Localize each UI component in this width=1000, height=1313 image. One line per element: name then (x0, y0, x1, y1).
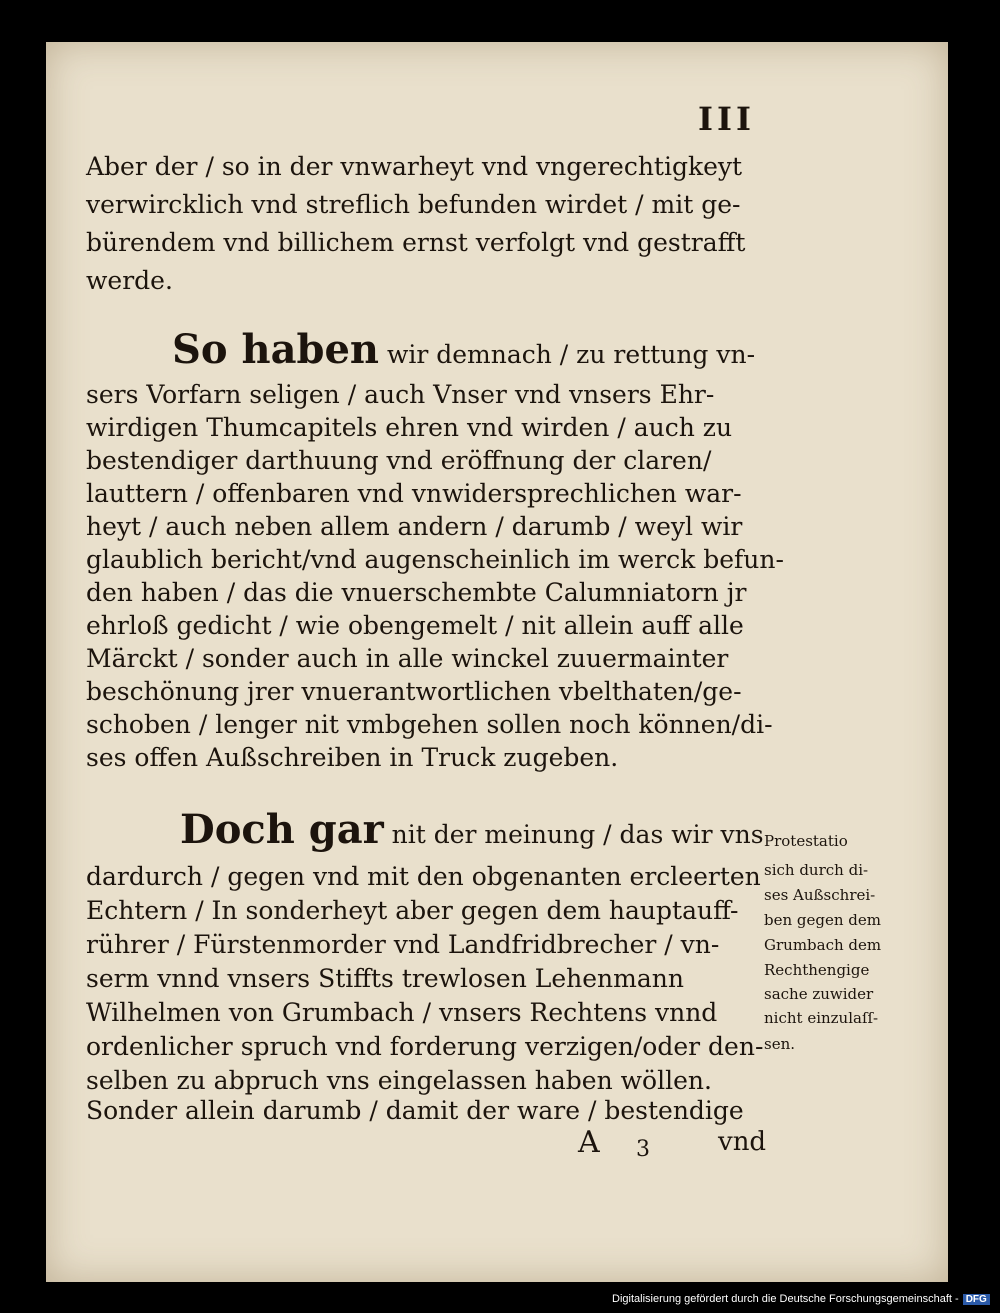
text-line: bestendiger darthuung vnd eröffnung der claren/ (86, 446, 712, 475)
paragraph-opening-line (172, 326, 756, 373)
text-line: Wilhelmen von Grumbach / vnsers Rechtens vnnd (86, 998, 718, 1027)
text-line: werde. (86, 266, 173, 295)
margin-note-line: Protestatio (764, 832, 848, 850)
text-line: dardurch / gegen vnd mit den obgenanten ercleerten (86, 862, 761, 891)
text-line: ses offen Außschreiben in Truck zugeben. (86, 743, 619, 772)
text-line: serm vnnd vnsers Stiffts trewlosen Lehenmann (86, 964, 684, 993)
margin-note-line: sich durch di- (764, 861, 869, 879)
margin-note-line: ses Außschrei- (764, 886, 876, 904)
text-line: ehrloß gedicht / wie obengemelt / nit allein auff alle (86, 611, 744, 640)
margin-note-line: Rechthengige (764, 961, 870, 979)
paragraph-initial: So haben (172, 326, 379, 373)
text-line: beschönung jrer vnuerantwortlichen vbelthaten/ge- (86, 677, 742, 706)
text-line: selben zu abpruch vns eingelassen haben wöllen. (86, 1066, 712, 1095)
text-line: glaublich bericht/vnd augenscheinlich im werck befun- (86, 545, 784, 574)
credit-text: Digitalisierung gefördert durch die Deutsche Forschungsgemeinschaft - (612, 1293, 959, 1305)
catchword: vnd (718, 1127, 767, 1157)
text-line: Aber der / so in der vnwarheyt vnd vngerechtigkeyt (86, 152, 743, 181)
dfg-logo: DFG (963, 1294, 990, 1305)
text-line: ordenlicher spruch vnd forderung verzigen/oder den- (86, 1032, 764, 1061)
text-line: wirdigen Thumcapitels ehren vnd wirden / auch zu (86, 413, 733, 442)
margin-note-line: Grumbach dem (764, 936, 882, 954)
paragraph-initial: Doch gar (180, 806, 384, 853)
text-line: sers Vorfarn seligen / auch Vnser vnd vnsers Ehr- (86, 380, 715, 409)
digitization-credit (612, 1293, 990, 1305)
text-line: rührer / Fürstenmorder vnd Landfridbrecher / vn- (86, 930, 720, 959)
text-line: Sonder allein darumb / damit der ware / bestendige (86, 1096, 744, 1125)
text-line: lauttern / offenbaren vnd vnwidersprechlichen war- (86, 479, 742, 508)
page-number: III (698, 100, 755, 138)
text-line: schoben / lenger nit vmbgehen sollen noch können/di- (86, 710, 773, 739)
paragraph-opening-line (180, 806, 764, 853)
margin-note-line: sen. (764, 1035, 796, 1053)
margin-note-line: sache zuwider (764, 985, 874, 1003)
margin-note-line: ben gegen dem (764, 911, 881, 929)
text-line: Märckt / sonder auch in alle winckel zuuermainter (86, 644, 729, 673)
text-line: den haben / das die vnuerschembte Calumniatorn jr (86, 578, 747, 607)
text-line-rest: wir demnach / zu rettung vn- (379, 340, 756, 369)
text-line: Echtern / In sonderheyt aber gegen dem hauptauff- (86, 896, 739, 925)
text-line-rest: nit der meinung / das wir vns (383, 820, 764, 849)
text-line: heyt / auch neben allem andern / darumb / weyl wir (86, 512, 743, 541)
signature-number: 3 (636, 1137, 650, 1162)
signature-mark: A (578, 1125, 600, 1160)
margin-note-line: nicht einzulaſſ- (764, 1009, 879, 1027)
text-line: bürendem vnd billichem ernst verfolgt vnd gestrafft (86, 228, 746, 257)
text-line: verwircklich vnd streflich befunden wirdet / mit ge- (86, 190, 741, 219)
